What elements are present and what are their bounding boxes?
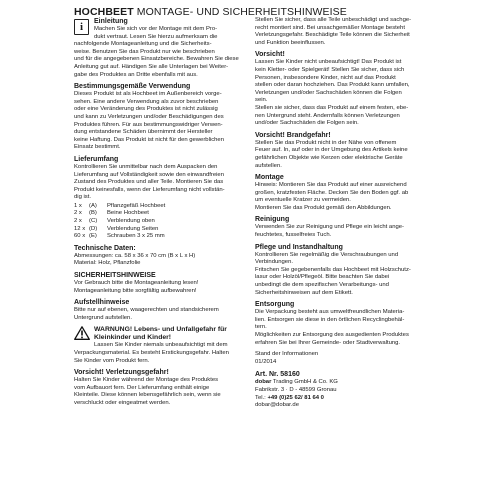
warning-line: Sie Kinder vom Produkt fern. xyxy=(74,357,150,364)
info-date-value: 01/2014 xyxy=(255,358,277,365)
injury-risk-heading: Vorsicht! Verletzungsgefahr! xyxy=(74,369,169,377)
caution-line: kein Kletter- oder Spielgerät! Stellen Sie sicher, dass sich xyxy=(255,66,405,73)
maintenance-line: Verbindungen. xyxy=(255,259,293,266)
phone-label: Tel.: xyxy=(255,394,266,401)
intended-use-line: dung entstandene Schäden übernimmt der Hersteller xyxy=(74,129,213,136)
injury-line: verschluckt oder eingeatmet werden. xyxy=(74,399,171,406)
caution-line: nen Untergrund steht. Andernfalls können Verletzungen xyxy=(255,112,400,119)
fire-line: aufstellen. xyxy=(255,162,282,169)
maintenance-line: lasur oder Holzöl/Pflegeöl. Bitte beachten Sie dabei xyxy=(255,274,390,281)
company-email: dobar@dobar.de xyxy=(255,402,299,409)
introduction-line: Machen Sie sich vor der Montage mit dem Pro- xyxy=(94,26,218,32)
maintenance-line: Sicherheitshinweisen auf dem Etikett. xyxy=(255,289,353,296)
technical-line: Material: Holz, Pflanzfolie xyxy=(74,260,141,267)
introduction-line: dukt vertraut. Lesen Sie hierzu aufmerksam die xyxy=(94,33,218,40)
warning-block xyxy=(74,326,250,342)
disposal-line: lien. Entsorgen sie diese in den örtlichen Recyclingbehäl- xyxy=(255,316,405,323)
intended-use-line: keine Haftung. Das Produkt ist nicht für den gewerblichen xyxy=(74,136,224,143)
intended-use-line: Einsatz bestimmt. xyxy=(74,144,121,151)
intended-use-line: sehen. Eine andere Verwendung als zuvor beschrieben xyxy=(74,98,219,105)
info-icon: i xyxy=(74,19,89,35)
intro-line: und Funktion beeinflussen. xyxy=(255,39,326,46)
part-qty: 2 x xyxy=(74,218,82,225)
part-code: (E) xyxy=(89,233,97,240)
intro-line: Stellen Sie sicher, dass alle Teile unbeschädigt und sachge- xyxy=(255,17,412,23)
part-qty: 60 x xyxy=(74,233,86,240)
part-qty: 1 x xyxy=(74,202,82,209)
part-name: Verblendung oben xyxy=(107,218,155,225)
part-name: Beine Hochbeet xyxy=(107,210,149,217)
safety-heading: SICHERHEITSHINWEISE xyxy=(74,272,156,280)
warning-title-line: Kleinkinder und Kinder! xyxy=(94,334,172,342)
intended-use-heading: Bestimmungsgemäße Verwendung xyxy=(74,83,191,91)
intended-use-line: und kann zu Verletzungen und/oder Beschädigungen des xyxy=(74,113,224,120)
article-number: Art. Nr. 58160 xyxy=(255,371,300,379)
part-code: (A) xyxy=(89,202,97,209)
part-code: (C) xyxy=(89,218,98,225)
scope-line: Lieferumfang auf Vollständigkeit sowie den einwandfreien xyxy=(74,171,224,178)
company-brand: dobar xyxy=(255,379,272,386)
parts-list-item xyxy=(74,218,250,226)
introduction-line: gabe des Produktes an Dritte ebenfalls mit aus. xyxy=(74,71,198,78)
technical-line: Abmessungen: ca. 58 x 36 x 70 cm (B x L x H) xyxy=(74,252,196,259)
disposal-line: tern. xyxy=(255,324,267,331)
caution-line: und/oder Sachschäden die Folgen sein. xyxy=(255,120,359,127)
injury-line: vom Aufbauort fern. Der Lieferumfang enthält einige xyxy=(74,384,210,391)
company-address: Fabrikstr. 3 · D - 48599 Gronau xyxy=(255,386,337,393)
scope-line: Kontrollieren Sie unmittelbar nach dem Auspacken den xyxy=(74,163,218,170)
maintenance-line: Fritschen Sie gegebenenfalls das Hochbeet mit Holzschutz- xyxy=(255,266,411,273)
technical-data-heading: Technische Daten: xyxy=(74,244,136,252)
assembly-line: Hinweis: Montieren Sie das Produkt auf einer ausreichend xyxy=(255,182,407,189)
assembly-line: großen, kratzfesten Fläche. Decken Sie den Boden ggf. ab xyxy=(255,189,409,196)
introduction-line: und für die angegebenen Einsatzbereiche. Bewahren Sie diese xyxy=(74,56,239,63)
warning-title-line: WARNUNG! Lebens- und Unfallgefahr für xyxy=(94,326,227,334)
intended-use-line: oder eine Veränderung des Produktes ist nicht zulässig xyxy=(74,106,218,113)
caution-line: sein. xyxy=(255,97,268,104)
left-column xyxy=(74,17,250,408)
cleaning-line: Verwenden Sie zur Reinigung und Pflege ein leicht ange- xyxy=(255,224,405,231)
intro-line: Verletzungsgefahr. Beschädigte Teile können die Sicherheit xyxy=(255,32,410,39)
fire-line: Stellen Sie das Produkt nicht in der Nähe von offenem xyxy=(255,139,397,146)
part-code: (B) xyxy=(89,210,97,217)
caution-line: Personen, insbesondere Kinder, nicht auf das Produkt xyxy=(255,74,396,81)
introduction-line: weise. Benutzen Sie das Produkt nur wie beschrieben xyxy=(74,48,215,55)
introduction-line: Anleitung gut auf. Händigen Sie alle Unterlagen bei Weiter- xyxy=(74,63,229,70)
company-phone xyxy=(255,395,427,403)
parts-list xyxy=(74,203,250,241)
article-info xyxy=(255,370,427,409)
part-code: (D) xyxy=(89,225,98,232)
scope-line: Produkt keinesfalls, wenn der Lieferumfang nicht vollstän- xyxy=(74,186,225,193)
disposal-line: Die Verpackung besteht aus umweltfreundlichen Materia- xyxy=(255,309,405,316)
installation-line: Untergrund aufstellen. xyxy=(74,314,132,321)
disposal-line: erfahren Sie bei Ihrer Gemeinde- oder Stadtverwaltung. xyxy=(255,339,401,346)
fire-line: Feuer auf. In, auf oder in der Umgebung des Artikels keine xyxy=(255,147,408,154)
parts-list-item xyxy=(74,210,250,218)
scope-of-delivery-heading: Lieferumfang xyxy=(74,155,119,163)
warning-line: Lassen Sie Kinder niemals unbeaufsichtigt mit dem xyxy=(94,342,228,349)
part-name: Pflanzgefäß Hochbeet xyxy=(107,202,166,209)
caution-line: Verletzungen und/oder Sachschäden können die Folgen xyxy=(255,89,402,96)
introduction-line: nachfolgende Montageanleitung und die Sicherheits- xyxy=(74,41,212,48)
part-qty: 12 x xyxy=(74,225,86,232)
cleaning-line: feuchtetes, fusselfreies Tuch. xyxy=(255,232,332,239)
caution-line: stellen oder daran hochziehen. Das Produkt kann umfallen, xyxy=(255,82,410,89)
intended-use-line: Produktes führen. Für aus bestimmungswidriger Verwen- xyxy=(74,121,223,128)
info-date-label: Stand der Informationen xyxy=(255,351,319,358)
warning-triangle-icon xyxy=(74,326,90,340)
injury-line: Kleinteile. Diese können lebensgefährlich sein, wenn sie xyxy=(74,392,221,399)
caution-line: Lassen Sie Kinder nicht unbeaufsichtigt! Das Produkt ist xyxy=(255,59,402,66)
disposal-heading: Entsorgung xyxy=(255,301,295,309)
scope-line: Zustand des Produktes und aller Teile. Montieren Sie das xyxy=(74,179,224,186)
part-name: Verblendung Seiten xyxy=(107,225,159,232)
right-column xyxy=(255,17,427,410)
disposal-line: Möglichkeiten zur Entsorgung des ausgedienten Produktes xyxy=(255,332,409,338)
title-bold: HOCHBEET xyxy=(74,6,134,18)
title-rest: MONTAGE- UND SICHERHEITSHINWEISE xyxy=(136,6,347,18)
safety-line: Montageanleitung bitte sorgfältig aufbewahren! xyxy=(74,287,197,294)
intro-line: recht montiert sind. Bei unsachgemäßer Montage besteht xyxy=(255,24,405,31)
company-name xyxy=(255,379,427,387)
assembly-line: Montieren Sie das Produkt gemäß den Abbildungen. xyxy=(255,204,392,211)
part-name: Schrauben 3 x 25 mm xyxy=(107,233,165,240)
assembly-heading: Montage xyxy=(255,174,284,182)
maintenance-heading: Pflege und Instandhaltung xyxy=(255,243,343,251)
parts-list-item xyxy=(74,203,250,211)
fire-line: gefährlichen Objekte wie Kerzen oder elektrische Geräte xyxy=(255,154,403,161)
installation-notes-heading: Aufstellhinweise xyxy=(74,299,130,307)
warning-line: Verpackungsmaterial. Es besteht Erstickungsgefahr. Halten xyxy=(74,350,229,356)
intended-use-line: Dieses Produkt ist als Hochbeet im Außenbereich vorge- xyxy=(74,91,222,98)
scope-line: dig ist. xyxy=(74,194,92,201)
introduction-section xyxy=(74,17,250,41)
introduction-heading: Einleitung xyxy=(94,18,128,25)
installation-line: Bitte nur auf ebenen, waagerechten und standsicherem xyxy=(74,307,219,314)
fire-risk-heading: Vorsicht! Brandgefahr! xyxy=(255,131,331,139)
company-suffix: Trading GmbH & Co. KG xyxy=(271,379,338,386)
phone-number: +49 (0)25 62/ 81 64 0 xyxy=(267,394,324,401)
injury-line: Halten Sie Kinder während der Montage des Produktes xyxy=(74,377,219,384)
cleaning-heading: Reinigung xyxy=(255,216,290,224)
maintenance-line: Kontrollieren Sie regelmäßig die Verschraubungen und xyxy=(255,251,399,258)
parts-list-item xyxy=(74,226,250,234)
part-qty: 2 x xyxy=(74,210,82,217)
caution-heading: Vorsicht! xyxy=(255,51,285,59)
parts-list-item xyxy=(74,233,250,241)
caution-line: Stellen sie sicher, dass das Produkt auf einem festen, ebe- xyxy=(255,104,409,111)
safety-line: Vor Gebrauch bitte die Montageanleitung lesen! xyxy=(74,280,199,287)
assembly-line: um eventuelle Kratzer zu vermeiden. xyxy=(255,197,351,204)
maintenance-line: unbedingt die dem spezifischen Verarbeitungs- und xyxy=(255,282,389,289)
